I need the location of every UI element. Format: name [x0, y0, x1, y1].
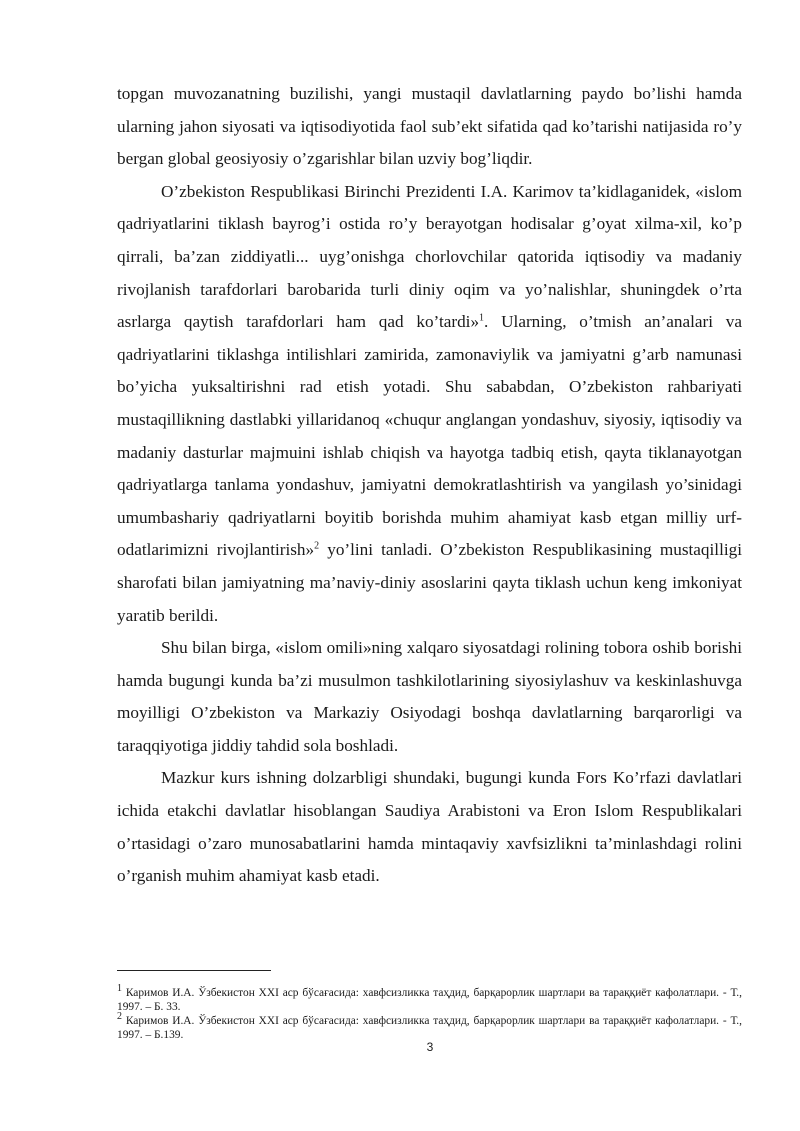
body-text — [117, 78, 742, 893]
paragraph-3: Shu bilan birga, «islom omili»ning xalqaro siyosatdagi rolining tobora oshib borishi hamda bugungi kunda ba’zi musulmon tashkilotlarining siyosiylashuv va keskinlashuvga moyilligi O’zbekiston va Markaziy Osiyodagi boshqa davlatlarning barqarorligi va taraqqiyotiga jiddiy tahdid sola boshladi. — [117, 638, 742, 755]
paragraph-2 — [117, 176, 742, 632]
footnote-1-text: Каримов И.А. Ўзбекистон XXI аср бўсағасида: хавфсизликка таҳдид, барқарорлик шартлари ва тараққиёт кафолатлари. - Т., 1997. – Б. 33. — [117, 987, 742, 1013]
footnote-1-mark: 1 — [117, 983, 122, 995]
footnote-2-mark: 2 — [117, 1011, 122, 1023]
footnote-1 — [117, 983, 742, 1014]
footnote-separator — [117, 970, 271, 971]
footnote-2 — [117, 1011, 742, 1042]
paragraph-4: Mazkur kurs ishning dolzarbligi shundaki, bugungi kunda Fors Ko’rfazi davlatlari ichida etakchi davlatlar hisoblangan Saudiya Arabistoni va Eron Islom Respublikalari o’rtasidagi o’zaro munosabatlarini hamda mintaqaviy xavfsizlikni ta’minlashdagi rolini o’rganish muhim ahamiyat kasb etadi. — [117, 768, 742, 886]
page-number: 3 — [426, 1040, 434, 1054]
footnote-ref-1: 1 — [479, 312, 485, 324]
footnotes — [117, 983, 742, 1042]
paragraph-2-part-1: O’zbekiston Respublikasi Birinchi Prezidenti I.A. Karimov ta’kidlaganidek, «islom qadriyatlarini tiklash bayrog’i ostida ro’y berayotgan hodisalar g’oyat xilma-xil, ko’p qirrali, ba’zan ziddiyatli... uyg’onishga chorlovchilar qatorida iqtisodiy va madaniy rivojlanish tarafdorlari barobarida turli diniy oqim va yo’nalishlar, shuningdek o’rta asrlarga qaytish tarafdorlari ham qad ko’tardi» — [117, 181, 742, 332]
footnote-ref-2: 2 — [314, 540, 320, 552]
paragraph-2-part-2: . Ularning, o’tmish an’analari va qadriyatlarini tiklashga intilishlari zamirida, zamonaviylik va jamiyatni g’arb namunasi bo’yicha yuksaltirishni rad etish yotadi. Shu sababdan, O’zbekiston rahbariyati mustaqillikning dastlabki yillaridanoq «chuqur anglangan yondashuv, siyosiy, iqtisodiy va madaniy dasturlar majmuini ishlab chiqish va hayotga tadbiq etish, qayta tiklanayotgan qadriyatlarga tanlama yondashuv, jamiyatni demokratlashtirish va yangilash yo’sinidagi umumbashariy qadriyatlarni boyitib borishda muhim ahamiyat kasb etgan milliy urf-odatlarimizni rivojlantirish» — [117, 312, 742, 560]
footnote-2-text: Каримов И.А. Ўзбекистон XXI аср бўсағасида: хавфсизликка таҳдид, барқарорлик шартлари ва тараққиёт кафолатлари. - Т., 1997. – Б.139. — [117, 1015, 742, 1041]
paragraph-1: topgan muvozanatning buzilishi, yangi mustaqil davlatlarning paydo bo’lishi hamda ularning jahon siyosati va iqtisodiyotida faol sub’ekt sifatida qad ko’tarishi natijasida ro’y bergan global geosiyosiy o’zgarishlar bilan uzviy bog’liqdir. — [117, 84, 742, 169]
paragraph-2-part-3: yo’lini tanladi. O’zbekiston Respublikasining mustaqilligi sharofati bilan jamiyatning ma’naviy-diniy asoslarini qayta tiklash uchun keng imkoniyat yaratib berildi. — [117, 540, 742, 625]
